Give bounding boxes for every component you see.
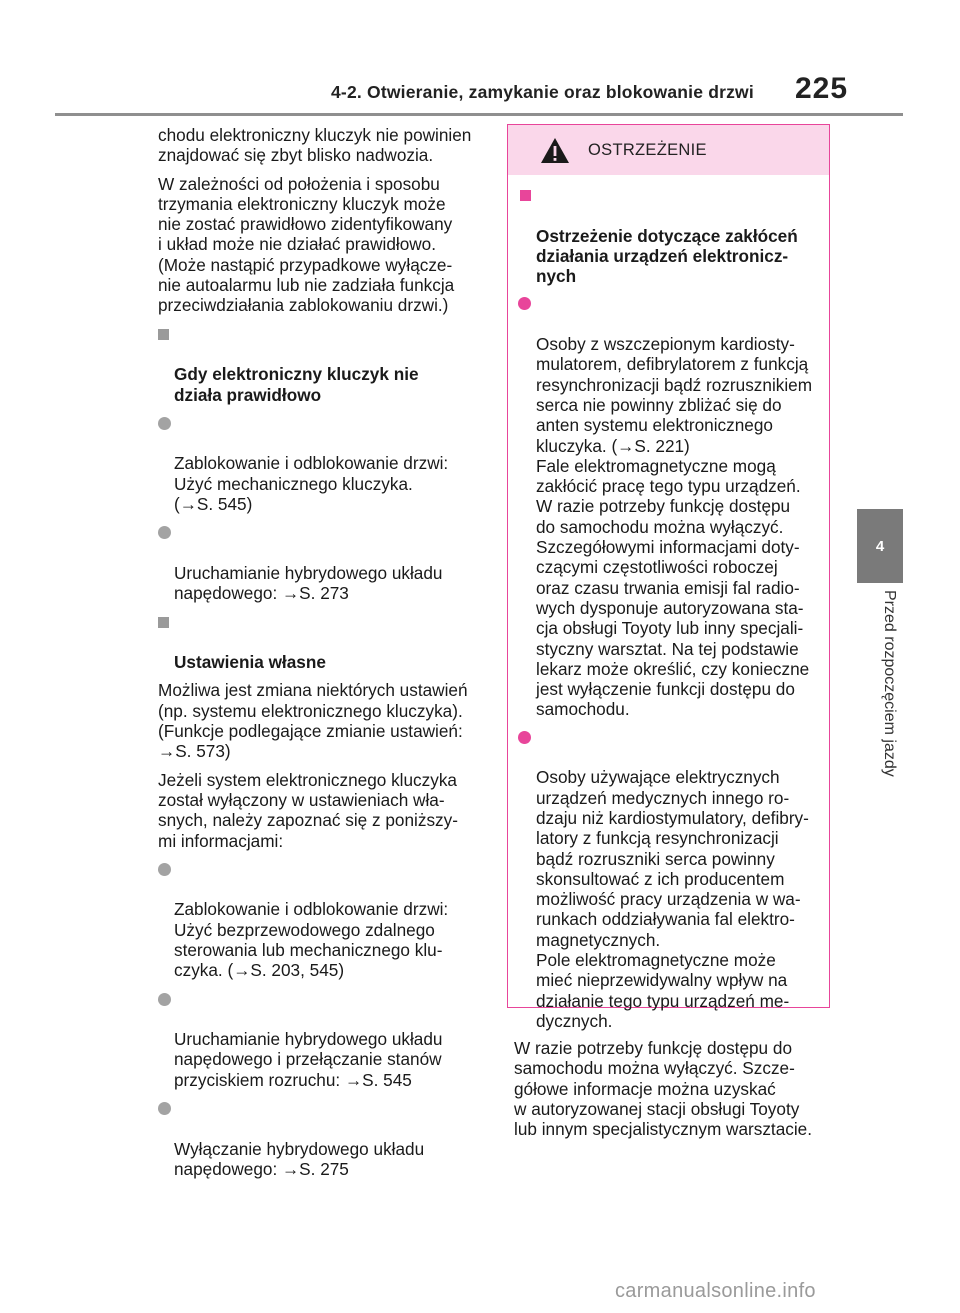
circle-bullet-icon (518, 297, 531, 310)
warning-triangle-icon (540, 137, 570, 164)
circle-bullet-icon (158, 993, 171, 1006)
subheading (158, 612, 490, 673)
warning-box (507, 124, 830, 1140)
circle-bullet-icon (158, 863, 171, 876)
circle-bullet-icon (158, 526, 171, 539)
paragraph: W zależności od położenia i sposobu trzymania elektroniczny kluczyk może nie zostać prawidłowo zidentyfikowany i układ może nie działać prawidłowo. (Może nastąpić przypadkowe wyłącze- nie autoalarmu lub nie zadziała funkcja przeciwdziałania zablokowaniu drzwi.) (158, 173, 455, 316)
warning-body (508, 175, 829, 1140)
chapter-number: 4 (875, 537, 885, 555)
square-bullet-icon (520, 190, 531, 201)
list-item-text: Zablokowanie i odblokowanie drzwi: Użyć bezprzewodowego zdalnego sterowania lub mechanicznego klu- czyka. (→S. 203, 545) (174, 899, 449, 981)
chapter-label: Przed rozpoczęciem jazdy (881, 590, 898, 777)
warning-list-item (512, 293, 825, 719)
square-bullet-icon (158, 329, 169, 340)
footer-watermark: carmanualsonline.info (615, 1280, 816, 1302)
square-bullet-icon (158, 617, 169, 628)
list-item-text: Wyłączanie hybrydowego układu napędowego: →S. 275 (174, 1138, 425, 1179)
list-item (158, 413, 490, 514)
header-divider (55, 113, 903, 116)
main-text-column (158, 125, 490, 1187)
warning-list-item-text: Osoby z wszczepionym kardiosty- mulatorem, defibrylatorem z funkcją resynchronizacji bądź rozrusznikiem serca nie powinny zbliżać się do anten systemu elektronicznego kluczyka. (→S. 221) Fale elektromagnetyczne mogą zakłócić pracę tego typu urządzeń. W razie potrzeby funkcję dostępu do samochodu można wyłączyć. Szczegółowymi informacjami doty- czącymi częstotliwości roboczej oraz czasu trwania emisji fal radio- wych dysponuje autoryzowana sta- cja obsługi Toyoty lub inny specjali- styczny warsztat. Na tej podstawie lekarz może określić, czy konieczne jest wyłączenie funkcji dostępu do samochodu. (536, 334, 813, 720)
paragraph: Jeżeli system elektronicznego kluczyka został wyłączony w ustawieniach wła- snych, należy zapoznać się z poniższy- mi informacjami: (158, 769, 458, 851)
section-title: 4-2. Otwieranie, zamykanie oraz blokowanie drzwi (331, 82, 754, 102)
warning-subheading-text: Ostrzeżenie dotyczące zakłóceń działania urządzeń elektronicz- nych (536, 225, 798, 287)
list-item (158, 522, 490, 603)
list-item-text: Zablokowanie i odblokowanie drzwi: Użyć mechanicznego kluczyka. (→S. 545) (174, 453, 449, 515)
list-item (158, 859, 490, 981)
warning-title: OSTRZEŻENIE (588, 140, 707, 159)
warning-subheading (512, 185, 825, 286)
page-number: 225 (795, 72, 849, 105)
warning-header (508, 125, 829, 175)
paragraph: Możliwa jest zmiana niektórych ustawień (np. systemu elektronicznego kluczyka). (Funkcje podlegające zmianie ustawień: →S. 573) (158, 680, 468, 762)
warning-paragraph: W razie potrzeby funkcję dostępu do samochodu można wyłączyć. Szcze- gółowe informacje można uzyskać w autoryzowanej stacji obsługi Toyoty lub innym specjalistycznym warsztacie. (514, 1038, 813, 1140)
list-item (158, 1098, 490, 1179)
warning-list-item (512, 727, 825, 1031)
list-item-text: Uruchamianie hybrydowego układu napędowego i przełączanie stanów przyciskiem rozruchu: →S. 545 (174, 1029, 443, 1090)
subheading-text: Ustawienia własne (174, 652, 326, 673)
circle-bullet-icon (158, 417, 171, 430)
paragraph: chodu elektroniczny kluczyk nie powinien znajdować się zbyt blisko nadwozia. (158, 125, 472, 166)
circle-bullet-icon (158, 1102, 171, 1115)
warning-list-item-text: Osoby używające elektrycznych urządzeń medycznych innego ro- dzaju niż kardiostymulatory, defibry- latory z funkcją resynchronizacji bądź rozruszniki serca powinny skonsultować z ich producentem możliwość pracy urządzenia w wa- runkach oddziaływania fal elektro- magnetycznych. Pole elektromagnetyczne może mieć nieprzewidywalny wpływ na działanie tego typu urządzeń me- dycznych. (536, 767, 809, 1031)
chapter-tab (857, 509, 903, 583)
subheading-text: Gdy elektroniczny kluczyk nie działa prawidłowo (174, 364, 419, 405)
list-item (158, 989, 490, 1090)
subheading (158, 324, 490, 405)
list-item-text: Uruchamianie hybrydowego układu napędowego: →S. 273 (174, 562, 443, 604)
circle-bullet-icon (518, 731, 531, 744)
